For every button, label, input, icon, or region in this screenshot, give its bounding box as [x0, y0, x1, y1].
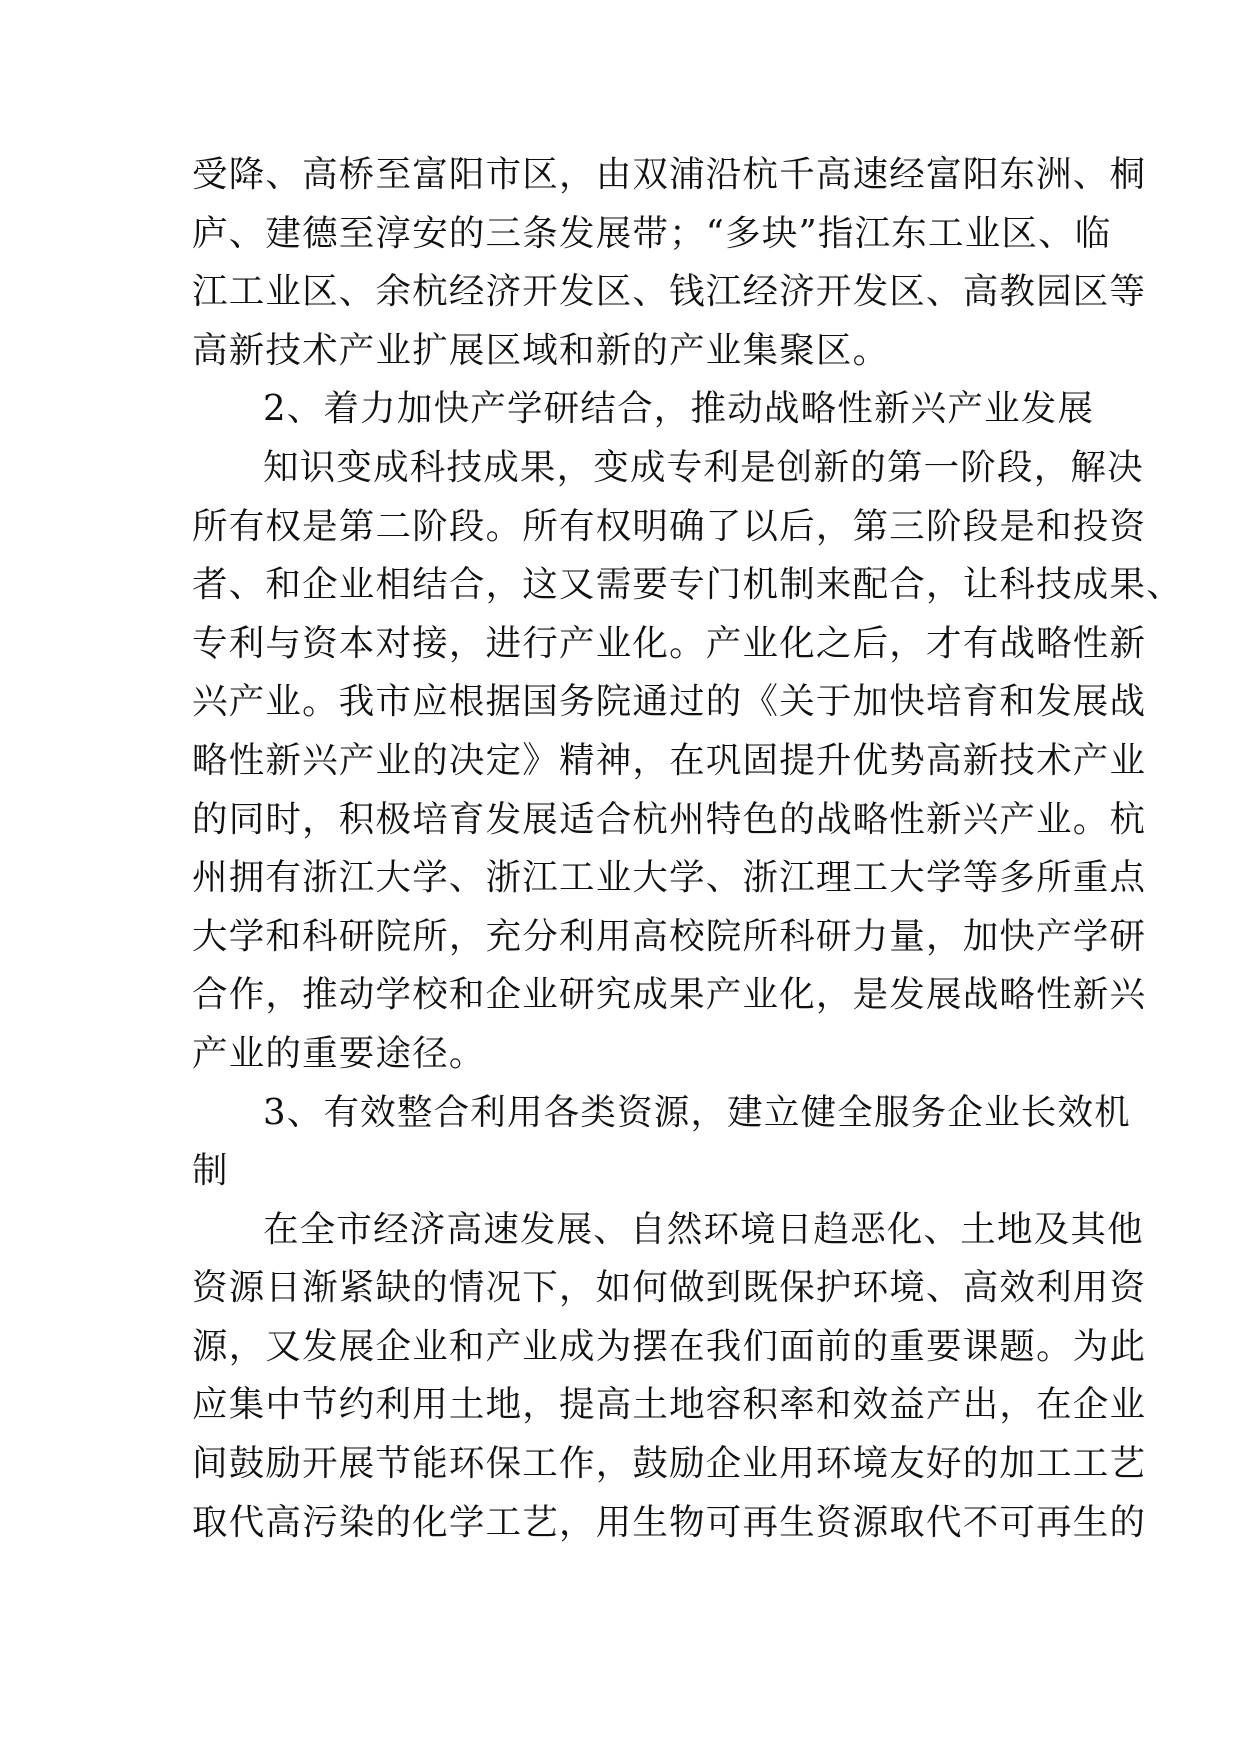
paragraph-line: 源，又发展企业和产业成为摆在我们面前的重要课题。为此 — [192, 1325, 1147, 1367]
paragraph-line: 取代高污染的化学工艺，用生物可再生资源取代不可再生的 — [192, 1501, 1147, 1543]
section-heading: 3、有效整合利用各类资源，建立健全服务企业长效机 — [263, 1091, 1131, 1133]
paragraph-line: 资源日渐紧缺的情况下，如何做到既保护环境、高效利用资 — [192, 1267, 1147, 1309]
paragraph-line: 间鼓励开展节能环保工作，鼓励企业用环境友好的加工工艺 — [192, 1443, 1147, 1485]
paragraph-line: 专利与资本对接，进行产业化。产业化之后，才有战略性新 — [192, 622, 1147, 664]
section-heading: 2、着力加快产学研结合，推动战略性新兴产业发展 — [263, 388, 1095, 430]
section-heading: 制 — [192, 1150, 229, 1192]
paragraph-line: 合作，推动学校和企业研究成果产业化，是发展战略性新兴 — [192, 974, 1147, 1016]
paragraph-line: 应集中节约利用土地，提高土地容积率和效益产出，在企业 — [192, 1384, 1147, 1426]
document-body — [192, 146, 1183, 1552]
paragraph-line: 州拥有浙江大学、浙江工业大学、浙江理工大学等多所重点 — [192, 857, 1147, 899]
paragraph-line: 知识变成科技成果，变成专利是创新的第一阶段，解决 — [263, 446, 1144, 488]
paragraph-line: 兴产业。我市应根据国务院通过的《关于加快培育和发展战 — [192, 681, 1147, 723]
paragraph-line: 略性新兴产业的决定》精神，在巩固提升优势高新技术产业 — [192, 739, 1147, 781]
paragraph-line: 受降、高桥至富阳市区，由双浦沿杭千高速经富阳东洲、桐 — [192, 154, 1147, 195]
paragraph-line: 所有权是第二阶段。所有权明确了以后，第三阶段是和投资 — [192, 505, 1147, 547]
paragraph-line: 在全市经济高速发展、自然环境日趋恶化、土地及其他 — [263, 1208, 1144, 1250]
paragraph-line: 的同时，积极培育发展适合杭州特色的战略性新兴产业。杭 — [192, 798, 1147, 840]
paragraph-line: 江工业区、余杭经济开发区、钱江经济开发区、高教园区等 — [192, 271, 1147, 313]
paragraph-line: 产业的重要途径。 — [192, 1032, 486, 1074]
paragraph-line: 大学和科研院所，充分利用高校院所科研力量，加快产学研 — [192, 915, 1147, 957]
paragraph-line: 者、和企业相结合，这又需要专门机制来配合，让科技成果、 — [192, 564, 1183, 606]
paragraph-line: 高新技术产业扩展区域和新的产业集聚区。 — [192, 329, 890, 371]
paragraph-line: 庐、建德至淳安的三条发展带；“多块”指江东工业区、临 — [192, 212, 1112, 254]
